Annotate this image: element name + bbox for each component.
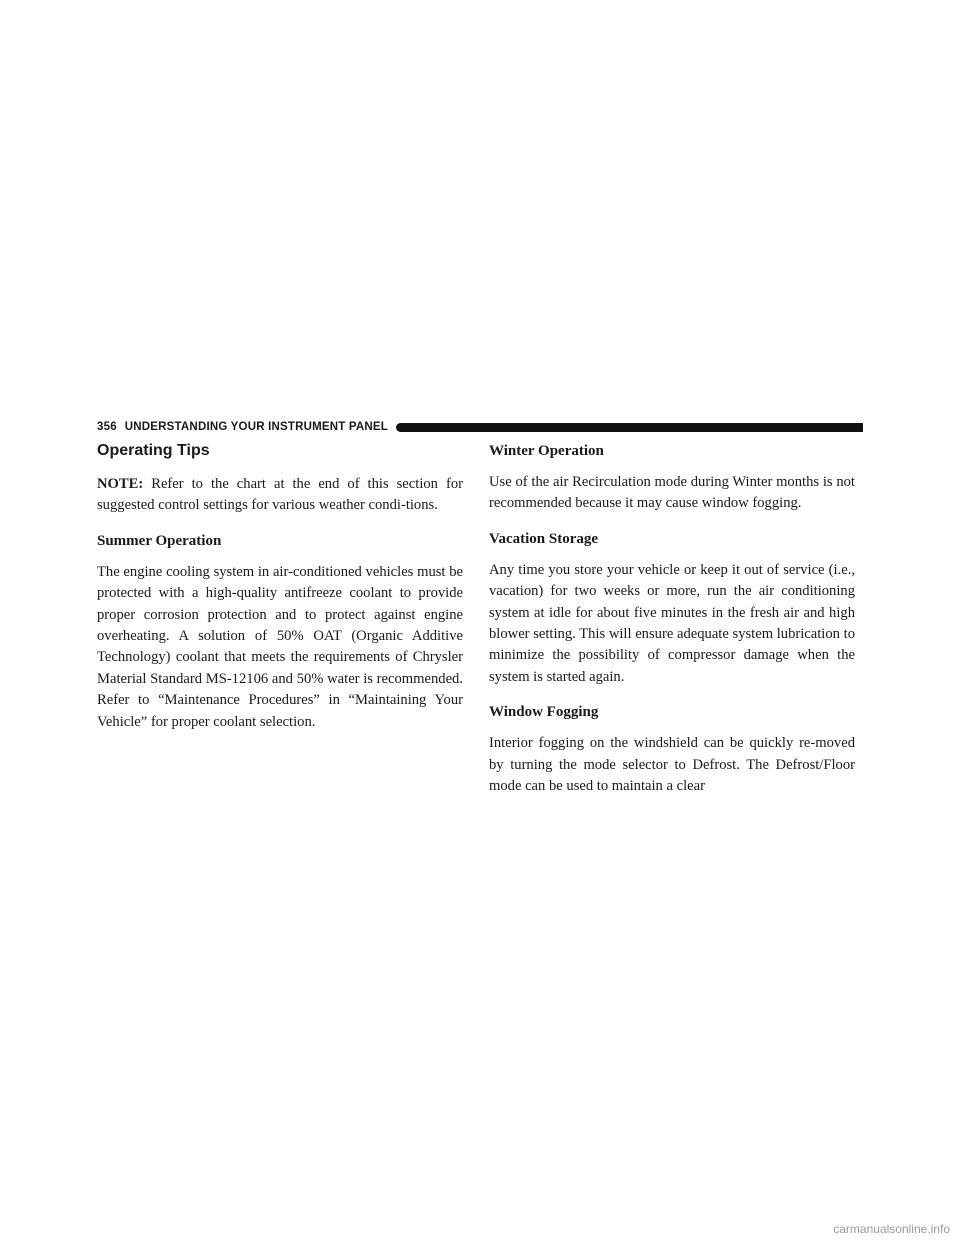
watermark: carmanualsonline.info xyxy=(833,1222,950,1236)
header-rule xyxy=(396,423,863,432)
section-title: UNDERSTANDING YOUR INSTRUMENT PANEL xyxy=(124,421,388,433)
vacation-storage-text: Any time you store your vehicle or keep it out of service (i.e., vacation) for two weeks or more, run the air conditioning system at idle for about five minutes in the fresh air and high blower setting. This will ensure adequate system lubrication to minimize the possibility of compressor damage when the system is started again. xyxy=(489,561,855,685)
winter-operation-heading: Winter Operation xyxy=(489,443,604,459)
right-column xyxy=(489,440,855,810)
note-text: Refer to the chart at the end of this section for suggested control settings for various weather condi-tions. xyxy=(97,476,463,514)
window-fogging-heading: Window Fogging xyxy=(489,704,599,721)
summer-operation-text: The engine cooling system in air-conditioned vehicles must be protected with a high-quality antifreeze coolant to provide proper corrosion protection and to protect against engine overheating. A solution of 50% OAT (Organic Additive Technology) coolant that meets the requirements of Chrysler Material Standard MS-12106 and 50% water is recommended. Refer to “Maintenance Procedures” in “Maintaining Your Vehicle” for proper coolant selection. xyxy=(97,563,463,730)
summer-operation-heading: Summer Operation xyxy=(97,532,222,549)
vacation-storage-heading: Vacation Storage xyxy=(489,530,599,547)
left-column xyxy=(97,440,463,746)
note-label: NOTE: xyxy=(97,476,144,492)
note-paragraph xyxy=(97,474,463,517)
page-number: 356 xyxy=(97,421,117,433)
page-header xyxy=(97,419,863,435)
operating-tips-heading: Operating Tips xyxy=(97,442,210,459)
window-fogging-text: Interior fogging on the windshield can be quickly re-moved by turning the mode selector to Defrost. The Defrost/Floor mode can be used to maintain a clear xyxy=(489,735,855,795)
winter-operation-text: Use of the air Recirculation mode during Winter months is not recommended because it may cause window fogging. xyxy=(489,474,855,512)
